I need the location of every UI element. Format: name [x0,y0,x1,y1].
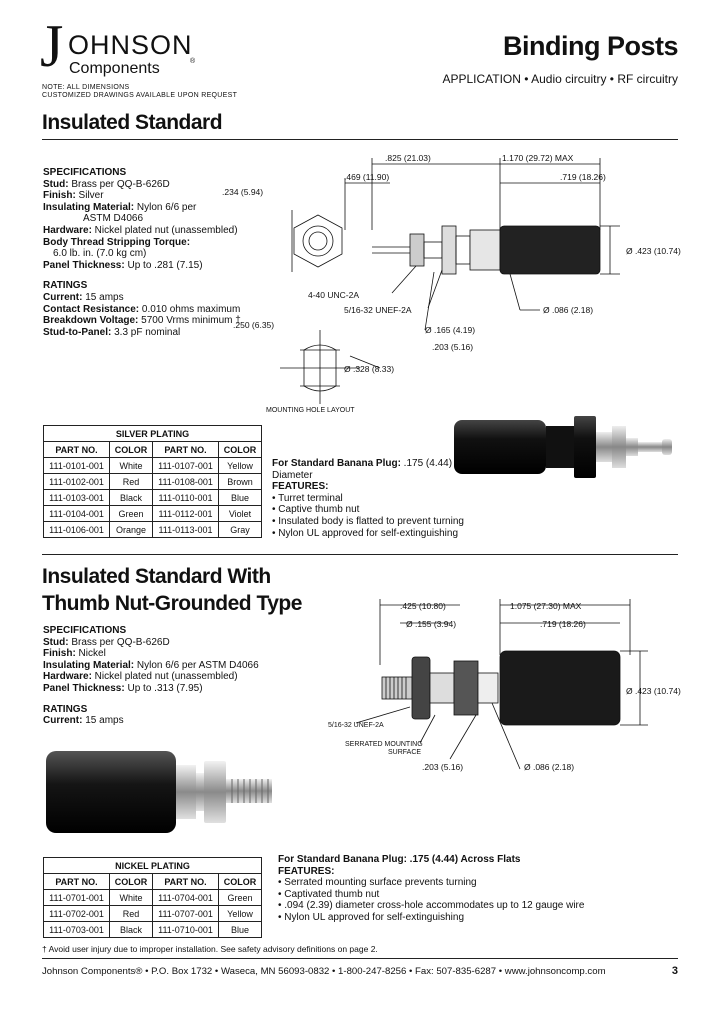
nickel-plating-table [43,857,262,938]
features-title: FEATURES: [278,865,335,877]
dimension-note: NOTE: ALL DIMENSIONS [42,84,130,91]
table-cell: Red [110,906,153,922]
rating-stud-panel: Stud-to-Panel: 3.3 pF nominal [43,326,181,338]
section-divider [42,554,678,555]
table-cell: White [110,458,153,474]
table-cell: 111-0704-001 [152,890,218,906]
table-header: PART NO. [44,874,110,890]
footnote: † Avoid user injury due to improper installation. See safety advisory definitions on page 2. [42,944,378,954]
table-cell: 111-0702-001 [44,906,110,922]
spec-stud: Stud: Brass per QQ-B-626D [43,636,170,648]
spec-hardware: Hardware: Nickel plated nut (unassembled) [43,224,238,236]
table-cell: 111-0113-001 [152,522,218,538]
logo-subtitle: Components [69,60,160,77]
table-cell: Violet [218,506,261,522]
dim-label: Ø .423 (10.74) [626,246,681,256]
spec-panel: Panel Thickness: Up to .313 (7.95) [43,682,203,694]
table-row [44,506,262,522]
table-cell: Brown [218,474,261,490]
table-header: PART NO. [152,442,218,458]
table-cell: 111-0108-001 [152,474,218,490]
table-cell: Blue [218,490,261,506]
dim-label: Ø .155 (3.94) [406,619,457,629]
section-heading-insulated-standard: Insulated Standard [42,111,223,134]
product-photo-thumb-nut [42,745,287,837]
feature-item: • Nylon UL approved for self-extinguishing [272,527,459,539]
spec-finish: Finish: Silver [43,190,104,202]
spec-block-2 [43,625,283,727]
spec-finish: Finish: Nickel [43,648,106,660]
features-block-1 [272,458,552,539]
dim-label: SERRATED MOUNTING [345,741,423,748]
spec-title: SPECIFICATIONS [43,625,127,636]
banana-plug-line-2: Diameter [272,469,313,481]
table-header: PART NO. [152,874,218,890]
page-number: 3 [671,965,678,977]
table-cell: 111-0101-001 [44,458,110,474]
feature-item: • Turret terminal [272,492,343,504]
section-heading-thumbnut-line2: Thumb Nut-Grounded Type [42,592,302,615]
table-row [44,890,262,906]
dim-label: 1.170 (29.72) MAX [502,153,574,163]
custom-drawings-note: CUSTOMIZED DRAWINGS AVAILABLE UPON REQUEST [42,92,238,99]
feature-item: • Captive thumb nut [272,504,360,516]
spec-panel: Panel Thickness: Up to .281 (7.15) [43,259,203,271]
page-title: Binding Posts [503,31,678,61]
feature-item: • Nylon UL approved for self-extinguishing [278,911,465,923]
feature-item: • Insulated body is flatted to prevent turning [272,515,464,527]
table-cell: White [110,890,153,906]
dim-label: .719 (18.26) [540,619,586,629]
footer-contact: Johnson Components® • P.O. Box 1732 • Waseca, MN 56093-0832 • 1-800-247-8256 • Fax: 507-835-6287 • www.johnsoncomp.com [42,966,606,977]
table-row [44,906,262,922]
dim-label: .719 (18.26) [560,172,606,182]
table-cell: Black [110,490,153,506]
logo-letter-j: J [40,13,64,79]
table-cell: Green [110,506,153,522]
banana-plug-line: For Standard Banana Plug: .175 (4.44) Across Flats [278,854,521,865]
spec-hardware: Hardware: Nickel plated nut (unassembled) [43,671,238,683]
dim-label: .825 (21.03) [385,153,431,163]
dim-label: SURFACE [388,749,422,756]
spec-torque-value: 6.0 lb. in. (7.0 kg cm) [53,248,147,260]
table-header: COLOR [110,442,153,458]
technical-drawing-2 [300,595,690,785]
table-cell: Orange [110,522,153,538]
spec-insulating: Insulating Material: Nylon 6/6 per [43,201,197,213]
table-cell: Yellow [218,458,261,474]
ratings-title: RATINGS [43,703,88,715]
dim-label: 5/16-32 UNEF-2A [344,305,412,315]
table-cell: Red [110,474,153,490]
section-heading-thumbnut-line1: Insulated Standard With [42,565,271,588]
table-cell: Yellow [218,906,261,922]
table-cell: 111-0102-001 [44,474,110,490]
table-row [44,474,262,490]
nickel-plating-table-wrap [43,857,262,938]
table-caption: SILVER PLATING [44,426,262,442]
table-cell: 111-0112-001 [152,506,218,522]
table-cell: 111-0707-001 [152,906,218,922]
table-cell: 111-0106-001 [44,522,110,538]
dim-label: 5/16-32 UNEF-2A [328,722,384,729]
feature-item: • .094 (2.39) diameter cross-hole accommodates up to 12 gauge wire [278,900,585,912]
rating-current: Current: 15 amps [43,291,124,303]
table-cell: 111-0703-001 [44,922,110,938]
section-divider [42,139,678,140]
table-cell: Black [110,922,153,938]
table-row [44,458,262,474]
table-cell: Gray [218,522,261,538]
dim-label: .250 (6.35) [233,320,275,330]
dim-label: .469 (11.90) [344,172,390,182]
dim-label: 1.075 (27.30) MAX [510,601,582,611]
table-cell: 111-0701-001 [44,890,110,906]
silver-plating-table [43,425,262,538]
logo-wordmark: OHNSON [68,30,193,60]
spec-torque: Body Thread Stripping Torque: [43,236,191,248]
rating-breakdown: Breakdown Voltage: 5700 Vrms minimum † [43,315,241,327]
mounting-hole-layout-label: MOUNTING HOLE LAYOUT [266,407,355,414]
dim-label: .203 (5.16) [422,762,464,772]
table-row [44,922,262,938]
table-cell: 111-0104-001 [44,506,110,522]
application-line: APPLICATION • Audio circuitry • RF circuitry [442,72,678,86]
dim-label: .425 (10.80) [400,601,446,611]
rating-contact: Contact Resistance: 0.010 ohms maximum [43,303,241,315]
table-cell: 111-0710-001 [152,922,218,938]
registered-mark: ® [190,58,196,65]
table-row [44,522,262,538]
ratings-title: RATINGS [43,280,88,292]
table-header: COLOR [218,874,261,890]
spec-insulating-cont: ASTM D4066 [83,213,144,225]
table-header: PART NO. [44,442,110,458]
feature-item: • Serrated mounting surface prevents turning [278,877,477,889]
table-cell: Green [218,890,261,906]
dim-label: Ø .328 (8.33) [344,364,395,374]
technical-drawing-1 [220,150,690,420]
table-cell: 111-0103-001 [44,490,110,506]
dim-label: Ø .423 (10.74) [626,686,681,696]
dim-label: Ø .086 (2.18) [524,762,575,772]
rating-current: Current: 15 amps [43,715,124,727]
spec-insulating: Insulating Material: Nylon 6/6 per ASTM D4066 [43,659,259,671]
silver-plating-table-wrap [43,425,262,538]
company-logo [40,14,210,84]
spec-title: SPECIFICATIONS [43,167,127,178]
table-header: COLOR [110,874,153,890]
table-cell: 111-0107-001 [152,458,218,474]
table-row [44,490,262,506]
feature-item: • Captivated thumb nut [278,888,380,900]
dim-label: Ø .165 (4.19) [425,325,476,335]
table-header: COLOR [218,442,261,458]
dim-label: 4-40 UNC-2A [308,290,360,300]
features-block-2 [278,854,678,924]
table-caption: NICKEL PLATING [44,858,262,874]
dim-label: Ø .086 (2.18) [543,305,594,315]
table-cell: 111-0110-001 [152,490,218,506]
banana-plug-line: For Standard Banana Plug: .175 (4.44) [272,458,453,469]
features-title: FEATURES: [272,481,329,493]
dim-label: .234 (5.94) [222,187,264,197]
spec-stud: Stud: Brass per QQ-B-626D [43,178,170,190]
table-cell: Blue [218,922,261,938]
footer-divider [42,958,678,959]
dim-label: .203 (5.16) [432,342,474,352]
